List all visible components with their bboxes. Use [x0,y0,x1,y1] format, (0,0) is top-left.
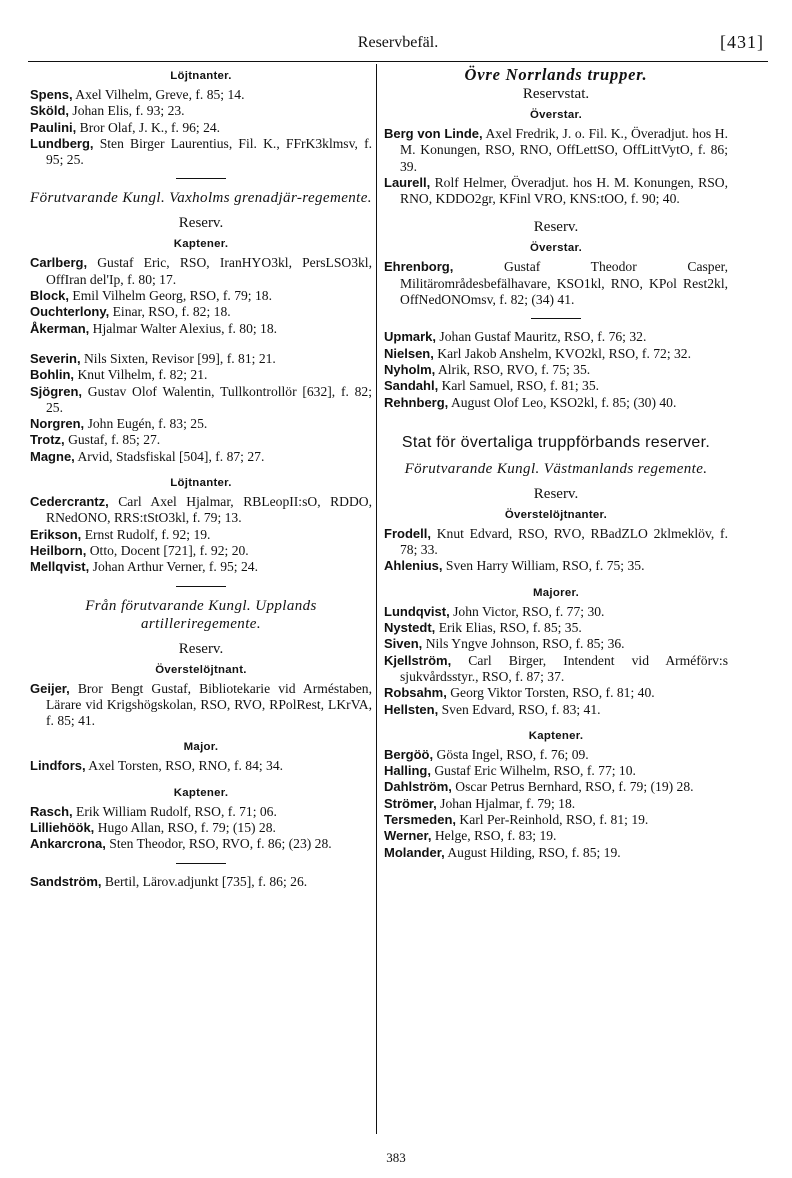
roster-entry [384,395,728,411]
officer-details: Karl Jakob Anshelm, KVO2kl, RSO, f. 72; 32. [433,345,691,361]
officer-details: Erik Elias, RSO, f. 85; 35. [435,620,582,636]
rank-heading: Överstar. [529,109,583,121]
section-title: Förutvarande Kungl. Vaxholms grenadjär-regemente. [30,190,372,207]
officer-details: Emil Vilhelm Georg, RSO, f. 79; 18. [69,288,272,304]
officer-details: Hjalmar Walter Alexius, f. 80; 18. [89,320,278,336]
officer-name: Severin, [30,350,81,366]
roster-entry [384,636,728,652]
spacer [30,337,372,351]
officer-details: Carl Axel Hjalmar, RBLeopII:sO, RDDO, RNedONO, RRS:tStO3kl, f. 79; 13. [46,494,372,526]
roster-entry [30,136,372,169]
officer-name: Ehrenborg, [384,259,454,275]
entry-list [30,351,372,465]
rank-heading: Löjtnanter. [170,477,232,490]
roster-entry [384,685,728,701]
section-title: Från förutvarande Kungl. Upplands artilleriregemente. [85,597,317,632]
officer-details: Alrik, RSO, RVO, f. 75; 35. [435,361,591,377]
roster-entry [30,681,372,730]
separator [531,318,581,319]
roster-entry [384,259,728,308]
roster-entry [30,804,372,820]
rank-heading: Majorer. [532,586,580,599]
officer-name: Sandström, [30,873,102,889]
roster-entry [30,543,372,559]
entry-list [30,874,372,890]
roster-entry [30,559,372,575]
officer-name: Norgren, [30,416,85,432]
roster-entry [30,416,372,432]
header-rule [28,61,768,62]
officer-name: Bergöö, [384,746,434,762]
roster-entry [30,758,372,774]
officer-name: Robsahm, [384,685,447,701]
roster-entry [30,367,372,383]
officer-details: Gösta Ingel, RSO, f. 76; 09. [433,746,589,762]
officer-details: Karl Per-Reinhold, RSO, f. 81; 19. [456,812,649,828]
officer-name: Strömer, [384,795,437,811]
rank-heading: Kaptener. [173,786,229,799]
officer-details: Gustaf Theodor Casper, Militärområdesbefälhavare, KSO1kl, RNO, KPol Rest2kl, OffNedONOmsv, f. 82; (34) 41. [400,259,728,308]
rank-heading: Överstelöjtnanter. [504,508,608,521]
roster-entry [384,604,728,620]
roster-entry [30,103,372,119]
rank-heading: Överstar. [529,242,583,255]
officer-details: Nils Yngve Johnson, RSO, f. 85; 36. [422,636,625,652]
officer-name: Halling, [384,763,431,779]
entry-list [30,681,372,730]
separator [176,586,226,587]
roster-entry [30,449,372,465]
roster-entry [384,763,728,779]
officer-details: Carl Birger, Intendent vid Arméförv:s sjukvårdsstyr., RSO, f. 87; 37. [400,652,728,684]
officer-details: Bertil, Lärov.adjunkt [735], f. 86; 26. [101,873,308,889]
roster-entry [384,329,728,345]
roster-entry [30,321,372,337]
officer-details: Johan Gustaf Mauritz, RSO, f. 76; 32. [436,329,647,345]
reserv-heading: Reserv. [178,215,224,232]
officer-details: Johan Hjalmar, f. 79; 18. [436,795,576,811]
roster-entry [30,432,372,448]
entry-list [384,329,728,410]
officer-name: Sandahl, [384,378,439,394]
officer-details: Gustaf, f. 85; 27. [64,432,161,448]
officer-name: Nystedt, [384,620,436,636]
officer-details: Gustav Olof Walentin, Tullkontrollör [632], f. 82; 25. [46,383,372,415]
roster-entry [384,828,728,844]
officer-name: Kjellström, [384,652,452,668]
right-column [384,66,728,861]
roster-entry [384,812,728,828]
entry-list [384,259,728,308]
officer-name: Geijer, [30,680,70,696]
page-header [28,30,768,58]
officer-name: Nielsen, [384,345,434,361]
officer-details: Otto, Docent [721], f. 92; 20. [86,542,249,558]
entry-list [384,747,728,861]
roster-entry [30,288,372,304]
running-title: Reservbefäl. [357,34,439,51]
officer-name: Lundberg, [30,135,94,151]
officer-name: Erikson, [30,526,82,542]
roster-entry [384,558,728,574]
entry-list [30,758,372,774]
roster-entry [30,120,372,136]
officer-name: Mellqvist, [30,559,90,575]
officer-name: Upmark, [384,329,437,345]
officer-details: Nils Sixten, Revisor [99], f. 81; 21. [80,350,276,366]
roster-entry [384,702,728,718]
left-column [30,66,372,890]
officer-details: Johan Arthur Verner, f. 95; 24. [89,559,258,575]
officer-name: Laurell, [384,174,431,190]
officer-name: Siven, [384,636,423,652]
roster-entry [384,362,728,378]
officer-details: Gustaf Eric, RSO, IranHYO3kl, PersLSO3kl, OffIran del'Ip, f. 80; 17. [46,255,372,287]
entry-list [30,804,372,853]
officer-name: Dahlström, [384,779,452,795]
officer-details: Karl Samuel, RSO, f. 81; 35. [438,378,600,394]
officer-name: Nyholm, [384,361,436,377]
roster-entry [384,175,728,208]
roster-entry [30,527,372,543]
officer-details: Oscar Petrus Bernhard, RSO, f. 79; (19) 28. [451,779,694,795]
officer-name: Spens, [30,87,73,102]
roster-entry [384,779,728,795]
roster-entry [30,836,372,852]
roster-entry [384,126,728,175]
officer-details: Sten Theodor, RSO, RVO, f. 86; (23) 28. [105,836,332,852]
entry-list [30,255,372,336]
officer-name: Lindfors, [30,758,86,774]
roster-entry [384,796,728,812]
officer-details: Ernst Rudolf, f. 92; 19. [81,526,211,542]
officer-name: Hellsten, [384,701,439,717]
column-divider [376,64,377,1134]
roster-entry [384,526,728,559]
officer-details: August Olof Leo, KSO2kl, f. 85; (30) 40. [448,394,677,410]
roster-entry [30,874,372,890]
roster-entry [384,620,728,636]
officer-details: Rolf Helmer, Överadjut. hos H. M. Konungen, RSO, RNO, KDDO2gr, KFinl VRO, KNS:tOO, f. 90; 40. [400,174,728,207]
officer-name: Lundqvist, [384,603,450,619]
roster-entry [30,304,372,320]
officer-name: Bohlin, [30,367,75,383]
officer-name: Frodell, [384,525,431,541]
officer-details: Georg Viktor Torsten, RSO, f. 81; 40. [446,685,655,701]
roster-entry [384,653,728,686]
roster-entry [30,820,372,836]
separator [176,178,226,179]
officer-name: Sjögren, [30,383,83,399]
officer-name: Paulini, [30,119,77,135]
roster-entry [30,494,372,527]
officer-name: Ahlenius, [384,558,443,574]
officer-details: Einar, RSO, f. 82; 18. [109,304,231,320]
officer-details: Axel Torsten, RSO, RNO, f. 84; 34. [85,758,284,774]
officer-details: Helge, RSO, f. 83; 19. [431,828,557,844]
officer-name: Carlberg, [30,255,88,271]
roster-entry [30,87,372,103]
entry-list [30,494,372,575]
officer-details: Bror Bengt Gustaf, Bibliotekarie vid Arméstaben, Lärare vid Krigshögskolan, RSO, RVO, RPolRest, LKrVA, f. 85; 41. [46,680,372,729]
officer-name: Trotz, [30,432,65,448]
entry-list [30,87,372,168]
officer-details: Knut Vilhelm, f. 82; 21. [74,367,208,383]
entry-list [384,526,728,575]
roster-entry [30,351,372,367]
reserv-heading: Reserv. [533,219,579,236]
roster-entry [384,346,728,362]
officer-details: John Victor, RSO, f. 77; 30. [449,603,605,619]
roster-entry [30,255,372,288]
section-title: Stat för övertaliga truppförbands reserver. [401,433,711,451]
officer-name: Lilliehöök, [30,820,95,836]
officer-name: Block, [30,288,70,304]
roster-entry [384,378,728,394]
reservstat-heading: Reservstat. [522,86,590,102]
officer-name: Magne, [30,448,75,464]
subsection-title: Förutvarande Kungl. Västmanlands regemente. [404,460,708,477]
officer-name: Sköld, [30,103,70,119]
officer-name: Rasch, [30,803,73,819]
roster-entry [384,845,728,861]
rank-heading: Kaptener. [528,729,584,742]
roster-entry [384,747,728,763]
rank-heading: Löjtnanter. [170,70,232,82]
officer-details: Gustaf Eric Wilhelm, RSO, f. 77; 10. [430,763,636,779]
separator [176,863,226,864]
officer-name: Cedercrantz, [30,494,109,510]
roster-entry [30,384,372,417]
officer-details: Axel Vilhelm, Greve, f. 85; 14. [72,87,245,102]
officer-name: Rehnberg, [384,394,449,410]
officer-name: Tersmeden, [384,812,457,828]
officer-details: Arvid, Stadsfiskal [504], f. 87; 27. [74,448,265,464]
officer-details: Johan Elis, f. 93; 23. [69,103,185,119]
officer-details: August Hilding, RSO, f. 85; 19. [444,844,621,860]
officer-details: Knut Edvard, RSO, RVO, RBadZLO 2klmeklöv, f. 78; 33. [400,525,728,558]
officer-name: Berg von Linde, [384,126,483,141]
officer-name: Heilborn, [30,542,87,558]
reserv-heading: Reserv. [533,485,579,502]
officer-details: Sten Birger Laurentius, Fil. K., FFrK3klmsv, f. 95; 25. [46,135,372,168]
officer-details: Bror Olaf, J. K., f. 96; 24. [76,119,221,135]
officer-details: Axel Fredrik, J. o. Fil. K., Överadjut. hos H. M. Konungen, RSO, RNO, OffLettSO, OffLittVytO, f. 86; 39. [400,126,728,174]
entry-list [384,126,728,207]
rank-heading: Kaptener. [173,238,229,251]
officer-name: Werner, [384,828,432,844]
reserv-heading: Reserv. [178,640,224,657]
officer-details: Sven Harry William, RSO, f. 75; 35. [442,558,645,574]
officer-details: Erik William Rudolf, RSO, f. 71; 06. [72,803,277,819]
officer-details: Sven Edvard, RSO, f. 83; 41. [438,701,601,717]
officer-name: Ankarcrona, [30,836,106,852]
officer-name: Molander, [384,844,445,860]
section-title: Övre Norrlands trupper. [464,65,648,84]
page-reference: [431] [720,32,764,52]
officer-details: Hugo Allan, RSO, f. 79; (15) 28. [94,820,276,836]
officer-details: John Eugén, f. 83; 25. [84,416,208,432]
page-number: 383 [386,1150,406,1165]
rank-heading: Överstelöjtnant. [155,663,247,676]
rank-heading: Major. [183,741,219,754]
officer-name: Ouchterlony, [30,304,110,320]
officer-name: Åkerman, [30,320,90,336]
entry-list [384,604,728,718]
